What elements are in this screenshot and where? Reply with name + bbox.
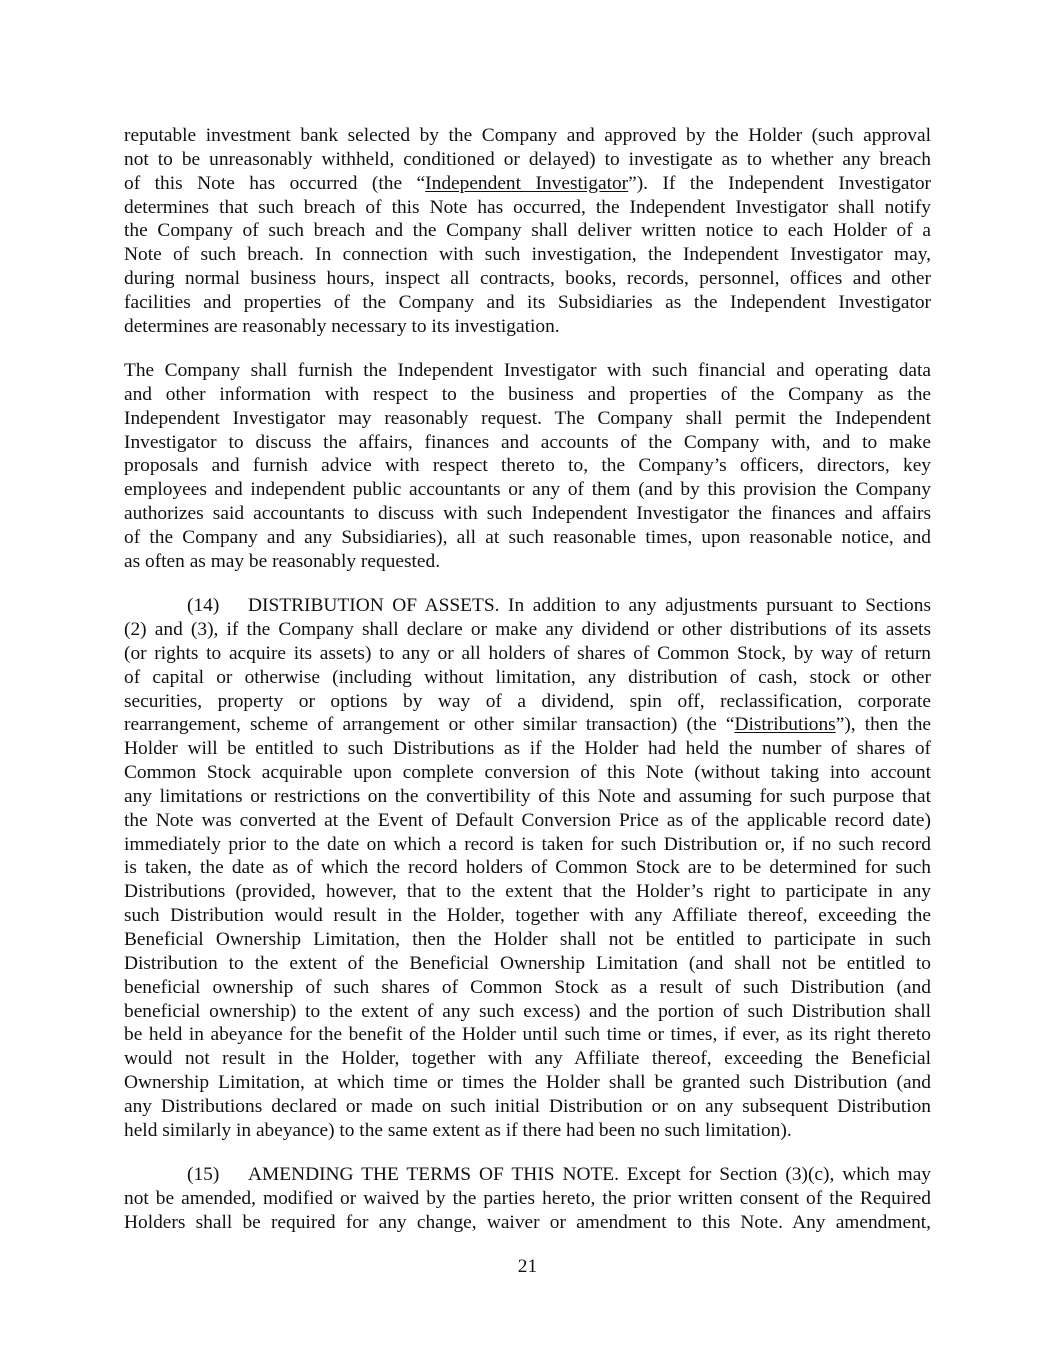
text-line bbox=[124, 690, 931, 714]
line-text: determines that such breach of this Note has occurred, the Independent Investigator shall notify bbox=[124, 196, 931, 218]
text-line bbox=[124, 1119, 931, 1143]
line-text: be held in abeyance for the benefit of the Holder until such time or times, if ever, as its right thereto bbox=[124, 1024, 931, 1046]
defined-term: Independent Investigator bbox=[425, 172, 629, 194]
text-line bbox=[124, 1187, 931, 1211]
text-line bbox=[124, 383, 931, 407]
line-text: AMENDING THE TERMS OF THIS NOTE. Except for Section (3)(c), which may bbox=[248, 1164, 931, 1186]
line-text: facilities and properties of the Company and its Subsidiaries as the Independent Investigator bbox=[124, 291, 931, 313]
line-text: employees and independent public accountants or any of them (and by this provision the Company bbox=[124, 479, 931, 501]
text-line bbox=[124, 737, 931, 761]
line-text: determines are reasonably necessary to its investigation. bbox=[124, 315, 560, 337]
line-text: and other information with respect to the business and properties of the Company as the bbox=[124, 383, 931, 405]
text-line bbox=[124, 976, 931, 1000]
text-line bbox=[124, 243, 931, 267]
line-text: DISTRIBUTION OF ASSETS. In addition to any adjustments pursuant to Sections bbox=[248, 595, 931, 617]
text-line bbox=[124, 880, 931, 904]
text-line bbox=[124, 267, 931, 291]
text-line bbox=[124, 761, 931, 785]
line-text: the Note was converted at the Event of Default Conversion Price as of the applicable record date) bbox=[124, 809, 931, 831]
text-line bbox=[124, 856, 931, 880]
text-line bbox=[124, 526, 931, 550]
line-text: Investigator to discuss the affairs, finances and accounts of the Company with, and to make bbox=[124, 431, 931, 453]
paragraph bbox=[124, 594, 931, 1142]
line-text: held similarly in abeyance) to the same extent as if there had been no such limitation). bbox=[124, 1119, 792, 1141]
text-line bbox=[124, 1163, 931, 1187]
defined-term: Distributions bbox=[734, 714, 836, 736]
paragraph bbox=[124, 1163, 931, 1235]
paragraph bbox=[124, 124, 931, 339]
line-text: authorizes said accountants to discuss with such Independent Investigator the finances and affairs bbox=[124, 503, 931, 525]
line-text: any Distributions declared or made on such initial Distribution or on any subsequent Distribution bbox=[124, 1095, 931, 1117]
text-line bbox=[124, 196, 931, 220]
line-text: beneficial ownership) to the extent of any such excess) and the portion of such Distribution shall bbox=[124, 1000, 931, 1022]
section-number: (15) bbox=[187, 1164, 220, 1186]
line-text: of this Note has occurred (the “ bbox=[124, 172, 426, 194]
text-line bbox=[124, 550, 931, 574]
text-line bbox=[124, 618, 931, 642]
line-text: rearrangement, scheme of arrangement or other similar transaction) (the “ bbox=[124, 714, 735, 736]
line-text: (2) and (3), if the Company shall declare or make any dividend or other distributions of its assets bbox=[124, 619, 931, 641]
text-line bbox=[124, 809, 931, 833]
section-number: (14) bbox=[187, 595, 220, 617]
text-line bbox=[124, 785, 931, 809]
line-text: ”). If the Independent Investigator bbox=[628, 172, 931, 194]
line-text: The Company shall furnish the Independent Investigator with such financial and operating data bbox=[124, 360, 931, 382]
text-line bbox=[124, 833, 931, 857]
text-line bbox=[124, 359, 931, 383]
text-line bbox=[124, 454, 931, 478]
line-text: would not result in the Holder, together with any Affiliate thereof, exceeding the Beneficial bbox=[124, 1048, 931, 1070]
text-line bbox=[124, 1095, 931, 1119]
text-line bbox=[124, 124, 931, 148]
text-line bbox=[124, 713, 931, 737]
line-text: such Distribution would result in the Holder, together with any Affiliate thereof, exceeding the bbox=[124, 905, 931, 927]
line-text: immediately prior to the date on which a record is taken for such Distribution or, if no such record bbox=[124, 833, 931, 855]
text-line bbox=[124, 502, 931, 526]
text-line bbox=[124, 594, 931, 618]
text-line bbox=[124, 172, 931, 196]
line-text: during normal business hours, inspect all contracts, books, records, personnel, offices and other bbox=[124, 268, 931, 290]
line-text: any limitations or restrictions on the convertibility of this Note and assuming for such purpose that bbox=[124, 785, 931, 807]
line-text: ”), then the bbox=[835, 714, 931, 736]
text-line bbox=[124, 431, 931, 455]
text-line bbox=[124, 1000, 931, 1024]
line-text: Ownership Limitation, at which time or times the Holder shall be granted such Distribution (and bbox=[124, 1072, 931, 1094]
text-line bbox=[124, 928, 931, 952]
text-line bbox=[124, 1023, 931, 1047]
line-text: securities, property or options by way of a dividend, spin off, reclassification, corporate bbox=[124, 690, 931, 712]
line-text: Distributions (provided, however, that to the extent that the Holder’s right to participate in any bbox=[124, 881, 931, 903]
line-text: as often as may be reasonably requested. bbox=[124, 550, 441, 572]
line-text: (or rights to acquire its assets) to any or all holders of shares of Common Stock, by way of return bbox=[124, 642, 931, 664]
line-text: is taken, the date as of which the record holders of Common Stock are to be determined for such bbox=[124, 857, 931, 879]
text-line bbox=[124, 642, 931, 666]
text-line bbox=[124, 1047, 931, 1071]
text-line bbox=[124, 315, 931, 339]
line-text: not to be unreasonably withheld, conditioned or delayed) to investigate as to whether any breach bbox=[124, 148, 931, 170]
line-text: reputable investment bank selected by the Company and approved by the Holder (such approval bbox=[124, 125, 931, 146]
text-line bbox=[124, 291, 931, 315]
line-text: Distribution to the extent of the Beneficial Ownership Limitation (and shall not be entitled to bbox=[124, 952, 931, 974]
line-text: Beneficial Ownership Limitation, then the Holder shall not be entitled to participate in such bbox=[124, 929, 931, 950]
line-text: the Company of such breach and the Company shall deliver written notice to each Holder of a bbox=[124, 220, 931, 242]
text-line bbox=[124, 1071, 931, 1095]
text-line bbox=[124, 1211, 931, 1235]
text-line bbox=[124, 407, 931, 431]
line-text: not be amended, modified or waived by the parties hereto, the prior written consent of the Required bbox=[124, 1187, 931, 1209]
line-text: Holders shall be required for any change, waiver or amendment to this Note. Any amendment, bbox=[124, 1211, 931, 1233]
page-number: 21 bbox=[517, 1256, 538, 1277]
line-text: Common Stock acquirable upon complete conversion of this Note (without taking into account bbox=[124, 762, 931, 784]
line-text: Independent Investigator may reasonably request. The Company shall permit the Independent bbox=[124, 407, 931, 429]
line-text: proposals and furnish advice with respect thereto to, the Company’s officers, directors, key bbox=[124, 455, 931, 477]
text-line bbox=[124, 904, 931, 928]
line-text: Note of such breach. In connection with such investigation, the Independent Investigator may, bbox=[124, 244, 931, 266]
document-body bbox=[124, 124, 931, 1255]
text-line bbox=[124, 148, 931, 172]
text-line bbox=[124, 952, 931, 976]
text-line bbox=[124, 666, 931, 690]
text-line bbox=[124, 478, 931, 502]
line-text: of the Company and any Subsidiaries), all at such reasonable times, upon reasonable notice, and bbox=[124, 527, 931, 548]
text-line bbox=[124, 219, 931, 243]
paragraph bbox=[124, 359, 931, 574]
line-text: beneficial ownership of such shares of Common Stock as a result of such Distribution (and bbox=[124, 976, 931, 998]
line-text: Holder will be entitled to such Distributions as if the Holder had held the number of shares of bbox=[124, 738, 931, 760]
line-text: of capital or otherwise (including without limitation, any distribution of cash, stock or other bbox=[124, 666, 931, 688]
